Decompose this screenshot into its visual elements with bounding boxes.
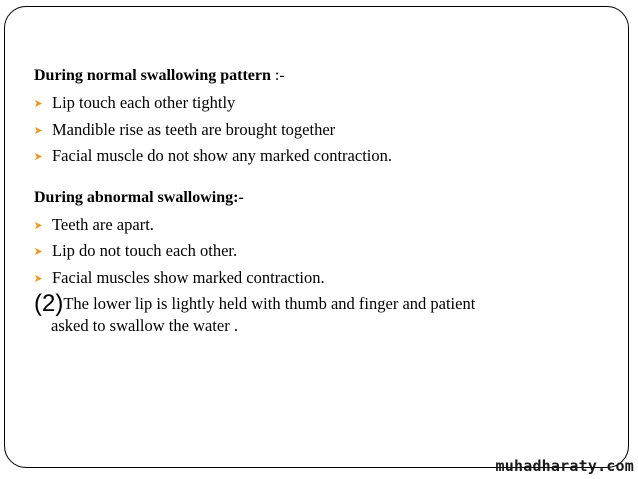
list-item	[34, 238, 594, 265]
list-item-text: Teeth are apart.	[52, 214, 154, 234]
arrow-bullet-icon	[34, 221, 43, 230]
list-item	[34, 117, 594, 144]
section1-heading-tail: :-	[270, 67, 285, 84]
list-item-text: Facial muscles show marked contraction.	[52, 267, 325, 287]
list-item	[34, 265, 594, 292]
list-item	[34, 90, 594, 117]
note-number: (2)	[34, 290, 64, 317]
section2-list	[34, 212, 594, 292]
list-item-text: Lip touch each other tightly	[52, 93, 236, 112]
note-line2: asked to swallow the water .	[51, 316, 238, 335]
list-item	[34, 212, 594, 239]
section1-list	[34, 90, 594, 170]
slide-content	[34, 66, 594, 337]
numbered-note	[34, 290, 594, 337]
note-line1: The lower lip is lightly held with thumb and finger and patient	[63, 294, 476, 313]
list-item-text: Mandible rise as teeth are brought together	[52, 119, 336, 139]
arrow-bullet-icon	[34, 99, 43, 108]
arrow-bullet-icon	[34, 247, 43, 256]
list-item-text: Lip do not touch each other.	[52, 241, 238, 260]
arrow-bullet-icon	[34, 152, 43, 161]
section1-heading-text: During normal swallowing pattern	[34, 67, 271, 84]
list-item-text: Facial muscle do not show any marked contraction.	[52, 146, 392, 165]
arrow-bullet-icon	[34, 126, 43, 135]
arrow-bullet-icon	[34, 274, 43, 283]
list-item	[34, 143, 594, 170]
section1-heading	[34, 66, 594, 86]
section2-heading: During abnormal swallowing:-	[34, 188, 244, 206]
watermark: muhadharaty.com	[495, 457, 634, 475]
